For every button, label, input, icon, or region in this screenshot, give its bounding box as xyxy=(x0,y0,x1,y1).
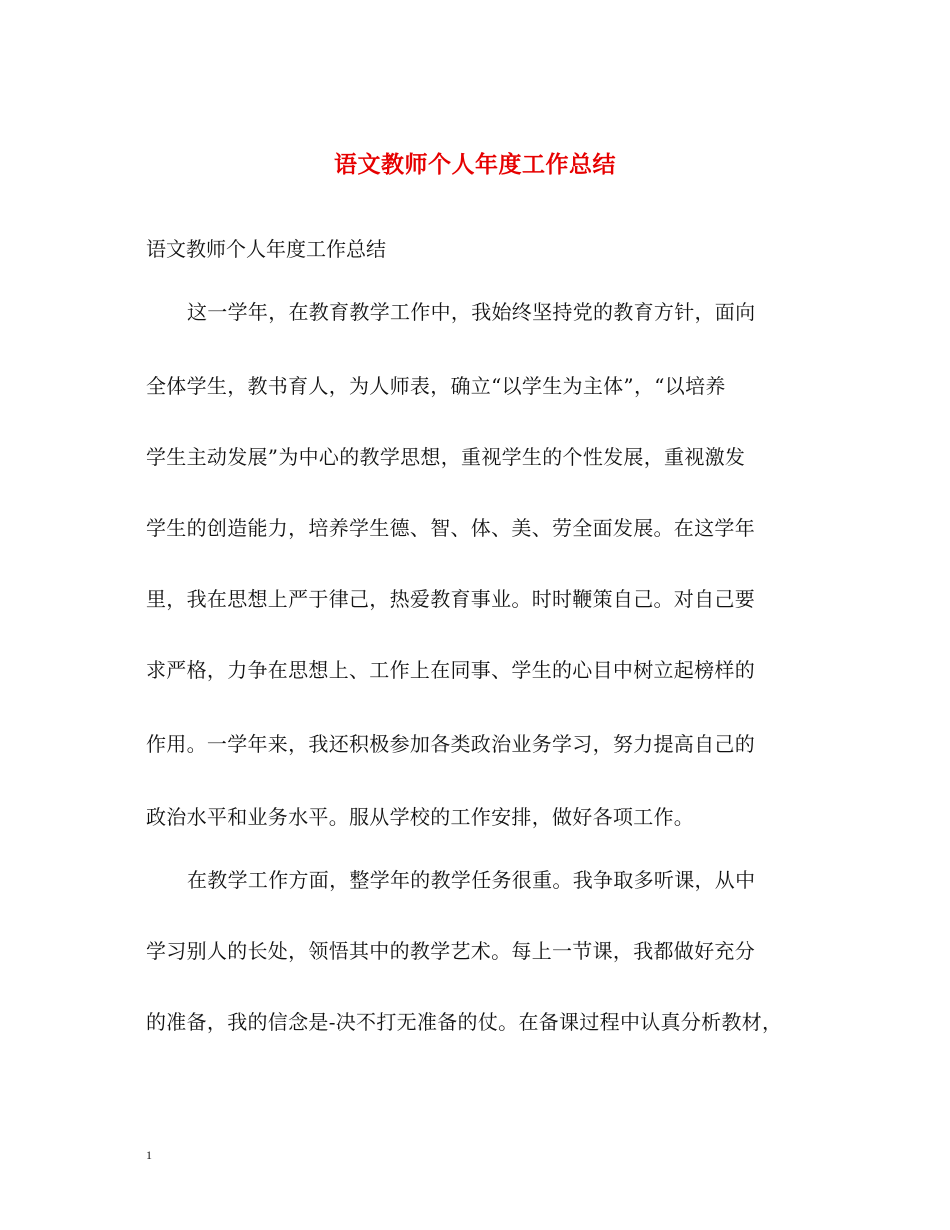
paragraph-line: 求严格，力争在思想上、工作上在同事、学生的心目中树立起榜样的 xyxy=(146,658,755,682)
paragraph-line: 在教学工作方面，整学年的教学任务很重。我争取多听课，从中 xyxy=(187,868,756,892)
paragraph-line: 的准备，我的信念是-决不打无准备的仗。在备课过程中认真分析教材， xyxy=(146,1010,783,1034)
paragraph-line: 全体学生，教书育人，为人师表，确立“以学生为主体”，“以培养 xyxy=(146,374,726,398)
page-number: 1 xyxy=(146,1148,152,1162)
paragraph-line: 学生的创造能力，培养学生德、智、体、美、劳全面发展。在这学年 xyxy=(146,516,755,540)
paragraph-line: 政治水平和业务水平。服从学校的工作安排，做好各项工作。 xyxy=(146,805,695,829)
paragraph-line: 学习别人的长处，领悟其中的教学艺术。每上一节课，我都做好充分 xyxy=(146,939,755,963)
document-title: 语文教师个人年度工作总结 xyxy=(334,151,616,178)
paragraph-line: 里，我在思想上严于律己，热爱教育事业。时时鞭策自己。对自己要 xyxy=(146,587,755,611)
document-subtitle: 语文教师个人年度工作总结 xyxy=(146,237,386,261)
paragraph-line: 这一学年，在教育教学工作中，我始终坚持党的教育方针，面向 xyxy=(187,300,756,324)
paragraph-line: 学生主动发展”为中心的教学思想，重视学生的个性发展，重视激发 xyxy=(146,445,746,469)
paragraph-line: 作用。一学年来，我还积极参加各类政治业务学习，努力提高自己的 xyxy=(146,732,755,756)
